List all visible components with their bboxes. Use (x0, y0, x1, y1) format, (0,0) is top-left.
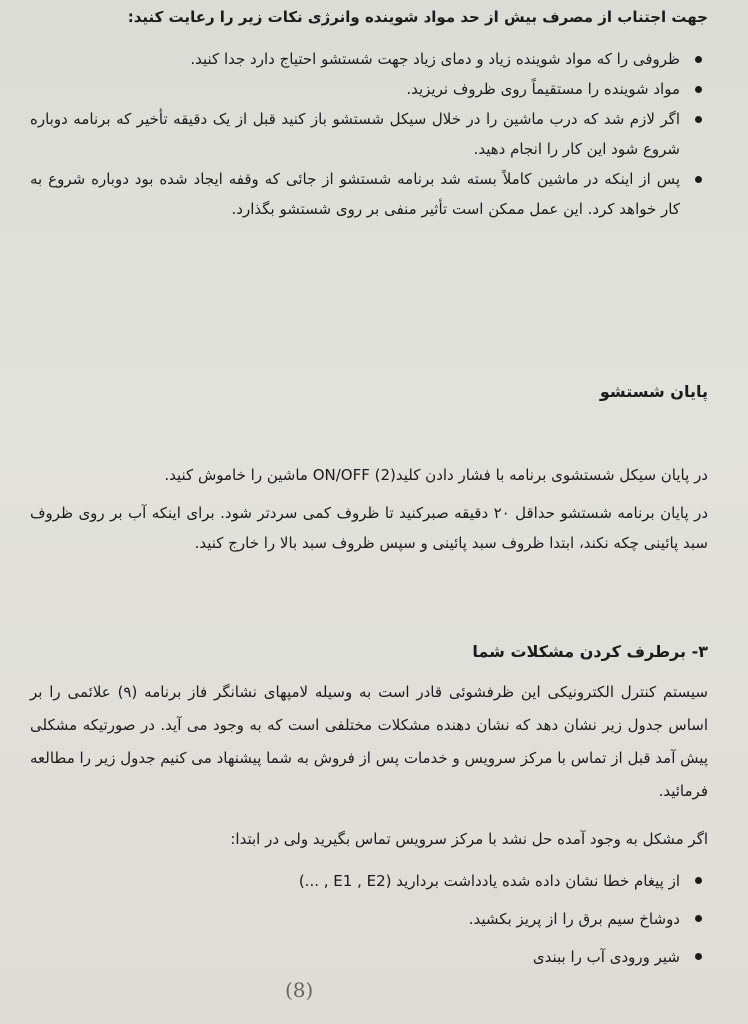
troubleshoot-list (30, 862, 708, 976)
troubleshoot-paragraph: سیستم کنترل الکترونیکی این ظرفشوئی قادر است به وسیله لامپهای نشانگر فاز برنامه (۹) علائمی را بر اساس جدول زیر نشان دهد که نشان دهنده مشکلات مختلفی است که به وجود می آید. در صورتیکه مشکلی پیش آمد قبل از تماس با مرکز سرویس و خدمات پس از فروش به شما پیشنهاد می کنیم جدول زیر را مطالعه فرمائید. (30, 683, 708, 800)
list-item: اگر لازم شد که درب ماشین را در خلال سیکل شستشو باز کنید قبل از یک دقیقه تأخیر که برنامه دوباره شروع شود این کار را انجام دهید. (30, 104, 708, 164)
bullet-icon (695, 176, 702, 183)
tips-list (30, 44, 708, 224)
list-item: پس از اینکه در ماشین کاملاً بسته شد برنامه شستشو از جائی که وقفه ایجاد شده بود دوباره شروع به کار خواهد کرد. این عمل ممکن است تأثیر منفی بر روی شستشو بگذارد. (30, 164, 708, 224)
end-section-title: پایان شستشو (599, 382, 708, 401)
bullet-icon (695, 86, 702, 93)
bullet-icon (695, 56, 702, 63)
list-item: شیر ورودی آب را ببندی (30, 938, 708, 976)
list-item: دوشاخ سیم برق را از پریز بکشید. (30, 900, 708, 938)
tips-intro: جهت اجتناب از مصرف بیش از حد مواد شوینده وانرژی نکات زیر را رعایت کنید: (127, 8, 708, 26)
bullet-icon (695, 953, 702, 960)
bullet-icon (695, 116, 702, 123)
list-item: مواد شوینده را مستقیماً روی ظروف نریزید. (30, 74, 708, 104)
troubleshoot-note: اگر مشکل به وجود آمده حل نشد با مرکز سرویس تماس بگیرید ولی در ابتدا: (230, 830, 708, 848)
troubleshoot-title: ۳- برطرف کردن مشکلات شما (472, 642, 708, 661)
list-item: از پیغام خطا نشان داده شده یادداشت بردارید (E1 , E2 , ...) (30, 862, 708, 900)
end-paragraph-2: در پایان برنامه شستشو حداقل ۲۰ دقیقه صبرکنید تا ظروف کمی سردتر شود. برای اینکه آب بر روی ظروف سبد پائینی چکه نکند، ابتدا ظروف سبد پائینی و سپس ظروف سبد بالا را خارج کنید. (30, 504, 708, 552)
bullet-icon (695, 877, 702, 884)
bullet-icon (695, 915, 702, 922)
list-item: ظروفی را که مواد شوینده زیاد و دمای زیاد جهت شستشو احتیاج دارد جدا کنید. (30, 44, 708, 74)
page-number: (8) (285, 978, 314, 1002)
end-paragraph-1: در پایان سیکل شستشوی برنامه با فشار دادن کلید(2) ON/OFF ماشین را خاموش کنید. (164, 466, 708, 484)
